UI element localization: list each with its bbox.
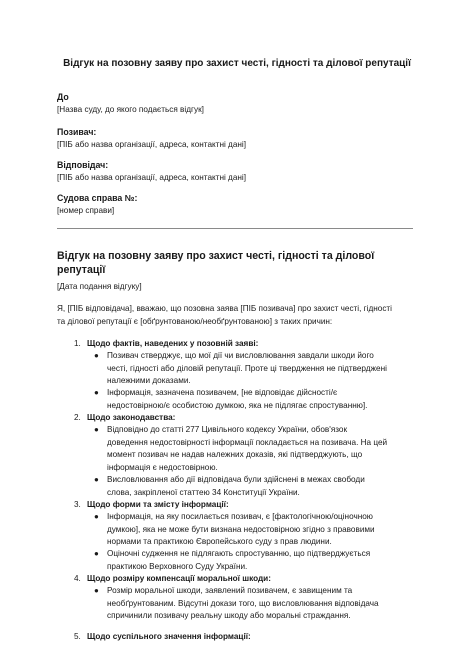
list-item-line: недостовірною/є особистою думкою, яка не підлягає спростуванню]. — [107, 400, 368, 410]
bullet-dot: ● — [94, 549, 99, 558]
list-item — [107, 350, 422, 388]
intro-paragraph — [57, 302, 427, 328]
list-item — [107, 474, 422, 499]
court-value: [Назва суду, до якого подається відгук] — [57, 105, 204, 114]
list-item-line: належними доказами. — [107, 376, 191, 385]
bullet-dot: ● — [94, 512, 99, 521]
list-item — [107, 585, 422, 623]
plaintiff-label: Позивач: — [57, 127, 97, 137]
body-heading-line: Відгук на позовну заяву про захист честі, гідності та ділової — [57, 250, 375, 262]
list-item-line: необґрунтованим. Відсутні докази того, що висловлювання відповідача — [107, 598, 379, 608]
intro-line: Я, [ПІБ відповідача], вважаю, що позовна заява [ПІБ позивача] про захист честі, гідності — [57, 304, 392, 313]
list-item-line: нормами та практикою Європейського суду з прав людини. — [107, 537, 332, 546]
section-number: 1. — [74, 339, 81, 348]
list-item — [107, 511, 422, 549]
section-heading: Щодо форми та змісту інформації: — [87, 500, 229, 509]
body-heading-line: репутації — [57, 264, 106, 276]
section-number: 2. — [74, 413, 81, 422]
submission-date: [Дата подання відгуку] — [57, 282, 142, 291]
list-item-line: Відповідно до статті 277 Цивільного кодексу України, обов'язок — [107, 425, 348, 434]
bullet-dot: ● — [94, 425, 99, 434]
list-item-line: доведення недостовірності інформації покладається на позивача. На цей — [107, 437, 388, 447]
document-title: Відгук на позовну заяву про захист честі, гідності та ділової репутації — [63, 58, 411, 69]
bullet-dot: ● — [94, 351, 99, 360]
list-item-line: Позивач стверджує, що мої дії чи висловлювання завдали шкоди його — [107, 351, 374, 360]
section-number: 5. — [74, 632, 81, 641]
list-item-line: Висловлювання або дії відповідача були здійснені в межах свободи — [107, 475, 365, 484]
section-heading: Щодо розміру компенсації моральної шкоди: — [87, 574, 271, 583]
case-number-value: [номер справи] — [57, 206, 115, 215]
list-item-line: Інформація, зазначена позивачем, [не відповідає дійсності/є — [107, 388, 338, 397]
court-label: До — [57, 92, 69, 102]
section-number: 3. — [74, 500, 81, 509]
list-item-line: слова, закріпленої статтею 34 Конституції України. — [107, 487, 300, 497]
body-heading — [57, 249, 387, 277]
list-item-line: честі, гідності або діловій репутації. Проте ці твердження не підтверджені — [107, 363, 387, 373]
list-item — [107, 424, 422, 474]
horizontal-divider — [57, 228, 413, 229]
plaintiff-value: [ПІБ або назва організації, адреса, контактні дані] — [57, 140, 247, 149]
bullet-dot: ● — [94, 388, 99, 397]
section-number: 4. — [74, 574, 81, 583]
list-item — [107, 387, 422, 412]
list-item-line: практикою Верховного Суду України. — [107, 561, 248, 571]
list-item-line: думкою], яка не може бути визнана недостовірною згідно з правовими — [107, 524, 375, 534]
list-item — [107, 548, 422, 573]
defendant-label: Відповідач: — [57, 160, 109, 170]
case-number-label: Судова справа №: — [57, 193, 138, 203]
intro-line: та ділової репутації є [обґрунтованою/необґрунтованою] з таких причин: — [57, 317, 333, 326]
list-item-line: Розмір моральної шкоди, заявлений позивачем, є завищеним та — [107, 586, 353, 595]
list-item-line: Оціночні судження не підлягають спростуванню, що підтверджується — [107, 549, 371, 558]
list-item-line: момент позивач не надав належних доказів, які підтверджують, що — [107, 450, 363, 459]
bullet-dot: ● — [94, 586, 99, 595]
list-item-line: Інформація, на яку посилається позивач, є [фактологічною/оціночною — [107, 512, 373, 521]
section-heading: Щодо суспільного значення інформації: — [87, 632, 251, 641]
bullet-dot: ● — [94, 475, 99, 484]
list-item-line: інформація є недостовірною. — [107, 462, 218, 472]
list-item-line: спричинили позивачу реальну шкоду або моральні страждання. — [107, 611, 351, 620]
section-heading: Щодо фактів, наведених у позовній заяві: — [87, 339, 259, 348]
defendant-value: [ПІБ або назва організації, адреса, контактні дані] — [57, 173, 247, 182]
section-heading: Щодо законодавства: — [87, 413, 176, 422]
